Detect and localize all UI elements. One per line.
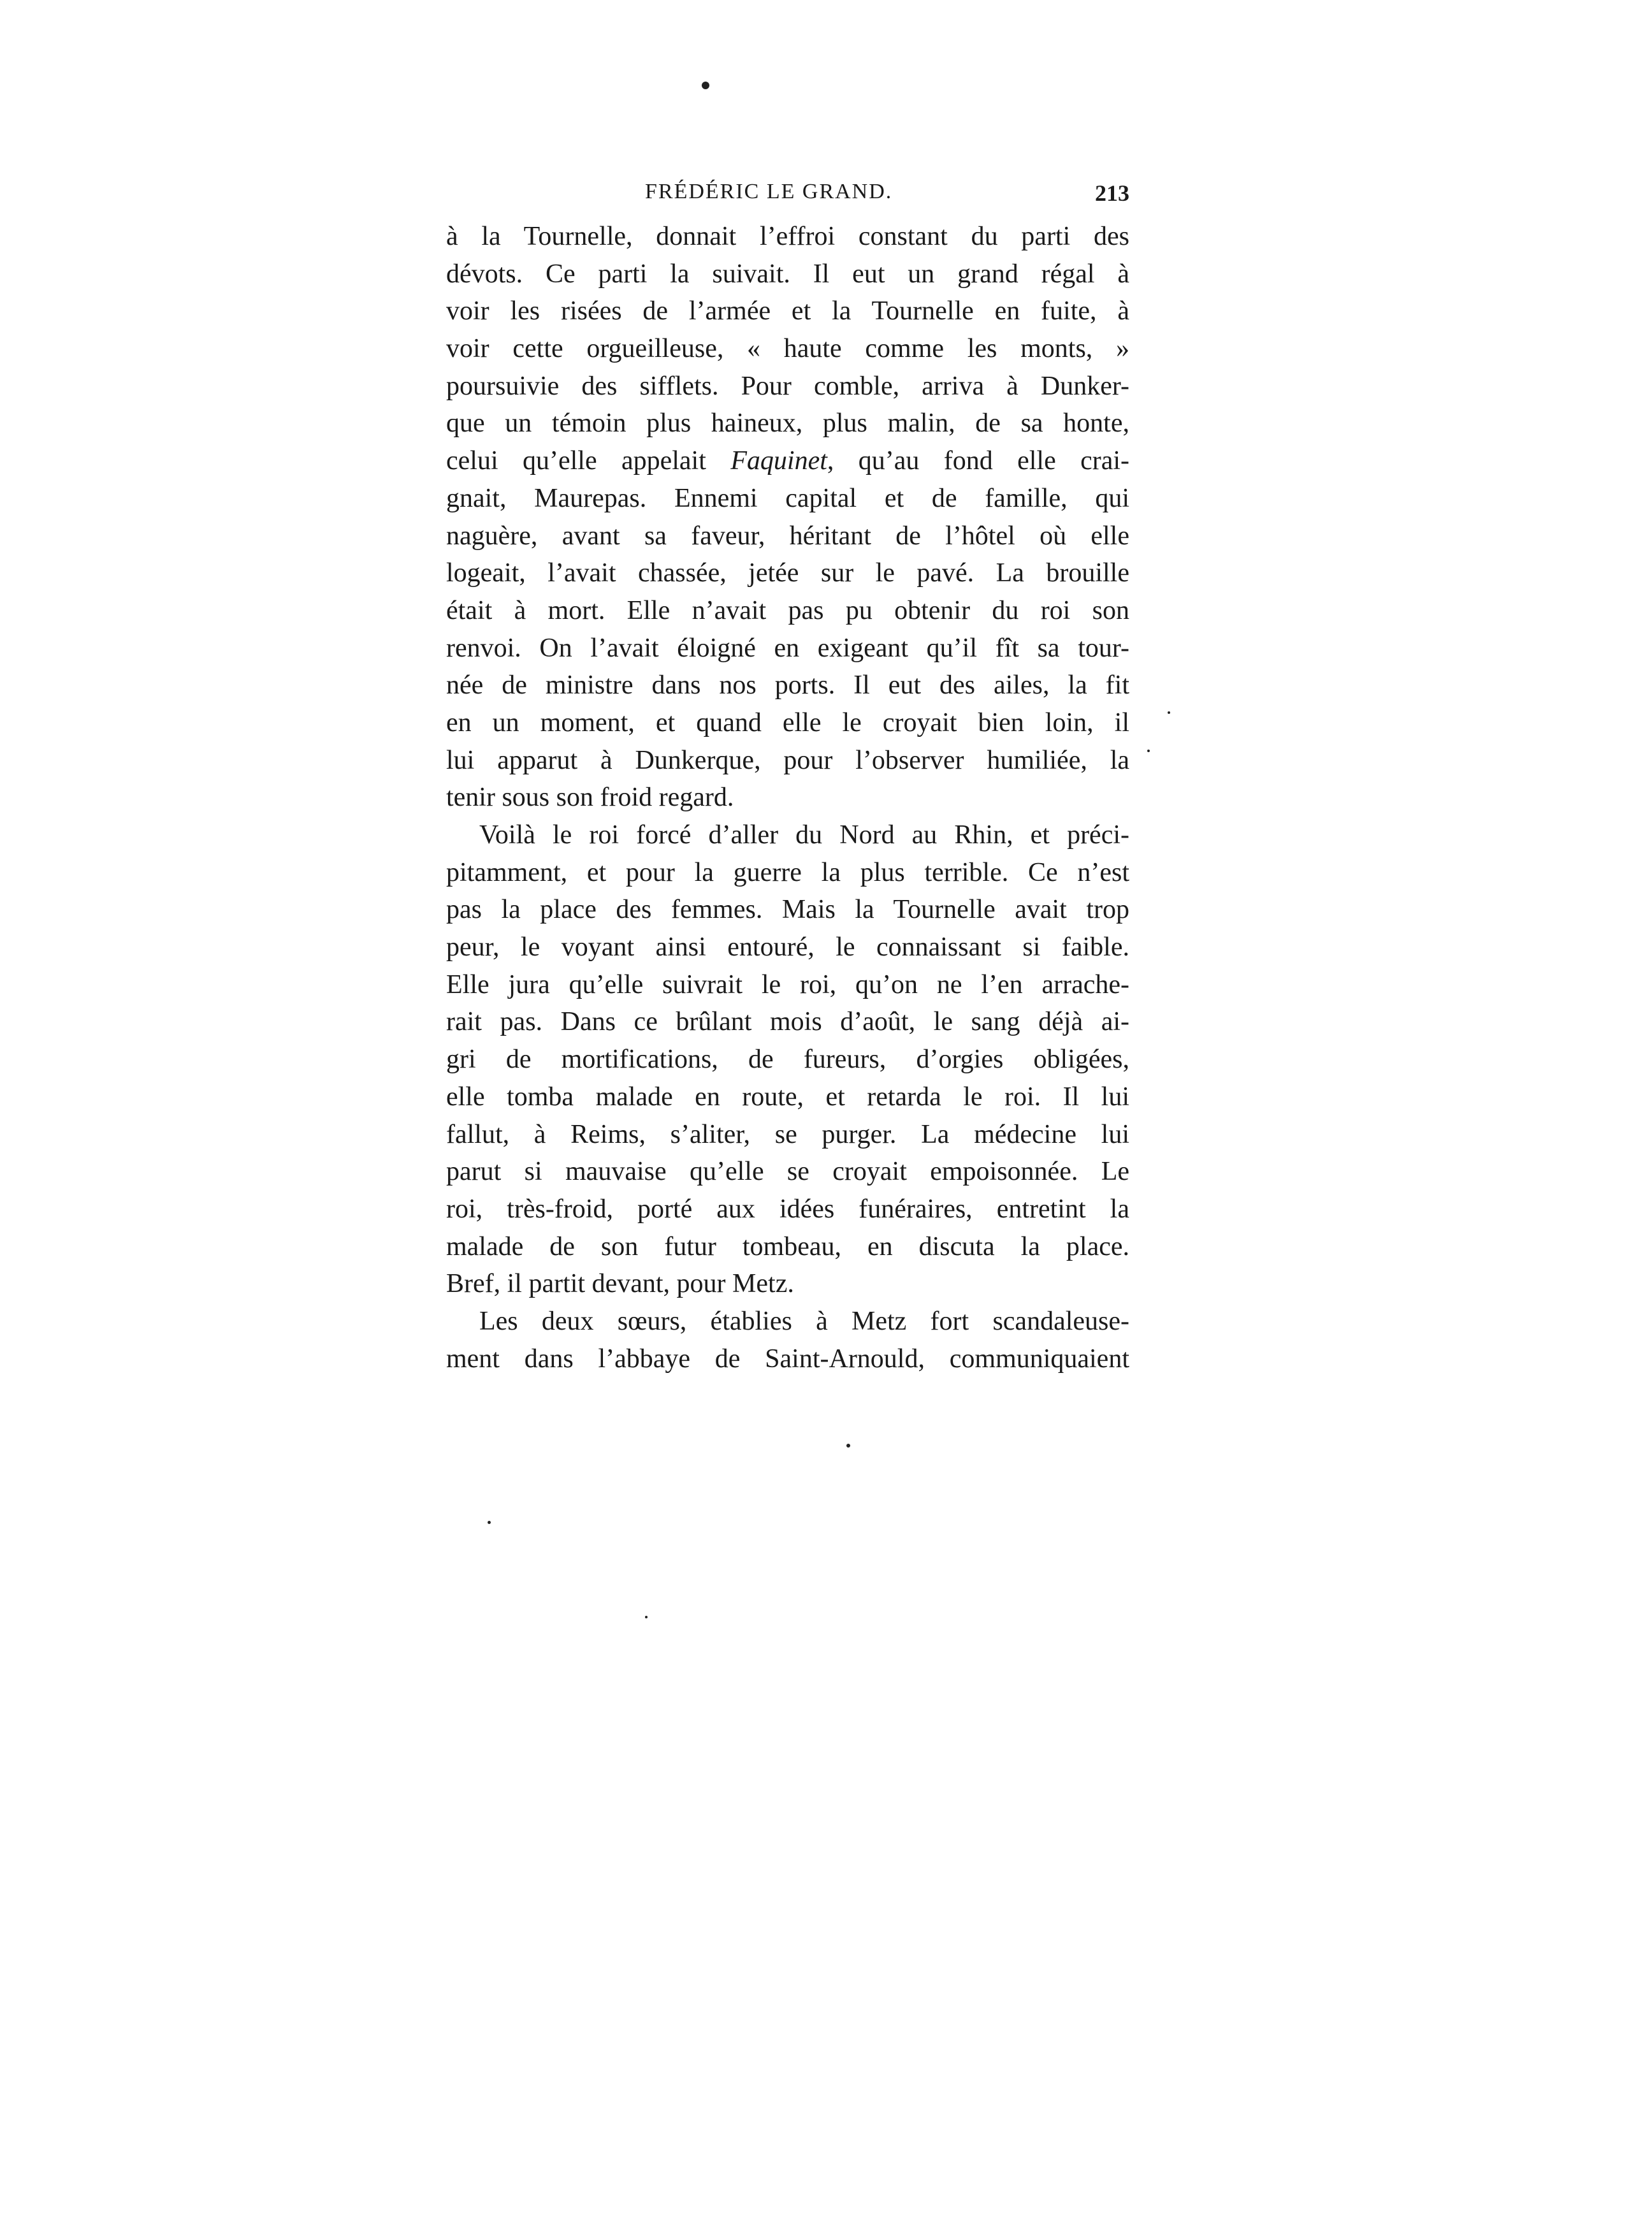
paragraph <box>446 1303 1129 1377</box>
text-line: Les deux sœurs, établies à Metz fort scandaleuse- <box>479 1306 1129 1336</box>
text-line: fallut, à Reims, s’aliter, se purger. La médecine lui <box>446 1119 1129 1149</box>
ink-speck <box>1168 711 1170 714</box>
body-text <box>446 218 1129 1377</box>
ink-speck <box>702 82 709 89</box>
page-number: 213 <box>1095 180 1129 206</box>
text-line: Elle jura qu’elle suivrait le roi, qu’on ne l’en arrache- <box>446 969 1129 999</box>
text-line: ment dans l’abbaye de Saint-Arnould, communiquaient <box>446 1344 1129 1374</box>
text-line: en un moment, et quand elle le croyait bien loin, il <box>446 708 1129 737</box>
text-line: celui qu’elle appelait Faquinet, qu’au fond elle crai- <box>446 446 1129 476</box>
text-line: Bref, il partit devant, pour Metz. <box>446 1269 794 1299</box>
text-line: logeait, l’avait chassée, jetée sur le pavé. La brouille <box>446 558 1129 588</box>
text-line: gri de mortifications, de fureurs, d’orgies obligées, <box>446 1045 1129 1075</box>
text-line: parut si mauvaise qu’elle se croyait empoisonnée. Le <box>446 1157 1129 1187</box>
text-line: à la Tournelle, donnait l’effroi constant du parti des <box>446 222 1129 251</box>
text-line: tenir sous son froid regard. <box>446 783 734 813</box>
page-header <box>446 180 1129 218</box>
text-line: roi, très-froid, porté aux idées funéraires, entretint la <box>446 1194 1129 1224</box>
text-line: était à mort. Elle n’avait pas pu obtenir du roi son <box>446 595 1129 625</box>
text-line: elle tomba malade en route, et retarda le roi. Il lui <box>446 1082 1129 1112</box>
text-line: pitamment, et pour la guerre la plus terrible. Ce n’est <box>446 857 1129 887</box>
running-title: FRÉDÉRIC LE GRAND. <box>645 180 893 203</box>
ink-speck <box>846 1444 850 1448</box>
text-line: Voilà le roi forcé d’aller du Nord au Rhin, et préci- <box>479 820 1129 850</box>
ink-speck <box>1147 750 1150 752</box>
text-line: malade de son futur tombeau, en discuta la place. <box>446 1231 1129 1261</box>
text-line: pas la place des femmes. Mais la Tournelle avait trop <box>446 895 1129 925</box>
paragraph <box>446 218 1129 817</box>
text-line: rait pas. Dans ce brûlant mois d’août, le sang déjà ai- <box>446 1007 1129 1037</box>
text-line: peur, le voyant ainsi entouré, le connaissant si faible. <box>446 933 1129 962</box>
text-line: renvoi. On l’avait éloigné en exigeant qu’il fît sa tour- <box>446 633 1129 663</box>
paragraph <box>446 817 1129 1303</box>
text-line: naguère, avant sa faveur, héritant de l’hôtel où elle <box>446 521 1129 551</box>
text-line: née de ministre dans nos ports. Il eut des ailes, la fit <box>446 671 1129 701</box>
text-line: dévots. Ce parti la suivait. Il eut un grand régal à <box>446 259 1129 289</box>
text-line: lui apparut à Dunkerque, pour l’observer humiliée, la <box>446 745 1129 775</box>
ink-speck <box>488 1521 491 1524</box>
text-line: gnait, Maurepas. Ennemi capital et de famille, qui <box>446 483 1129 513</box>
text-line: voir les risées de l’armée et la Tournelle en fuite, à <box>446 296 1129 326</box>
text-line: voir cette orgueilleuse, « haute comme les monts, » <box>446 334 1129 364</box>
ink-speck <box>645 1616 648 1618</box>
text-line: que un témoin plus haineux, plus malin, de sa honte, <box>446 409 1129 439</box>
text-line: poursuivie des sifflets. Pour comble, arriva à Dunker- <box>446 371 1129 401</box>
